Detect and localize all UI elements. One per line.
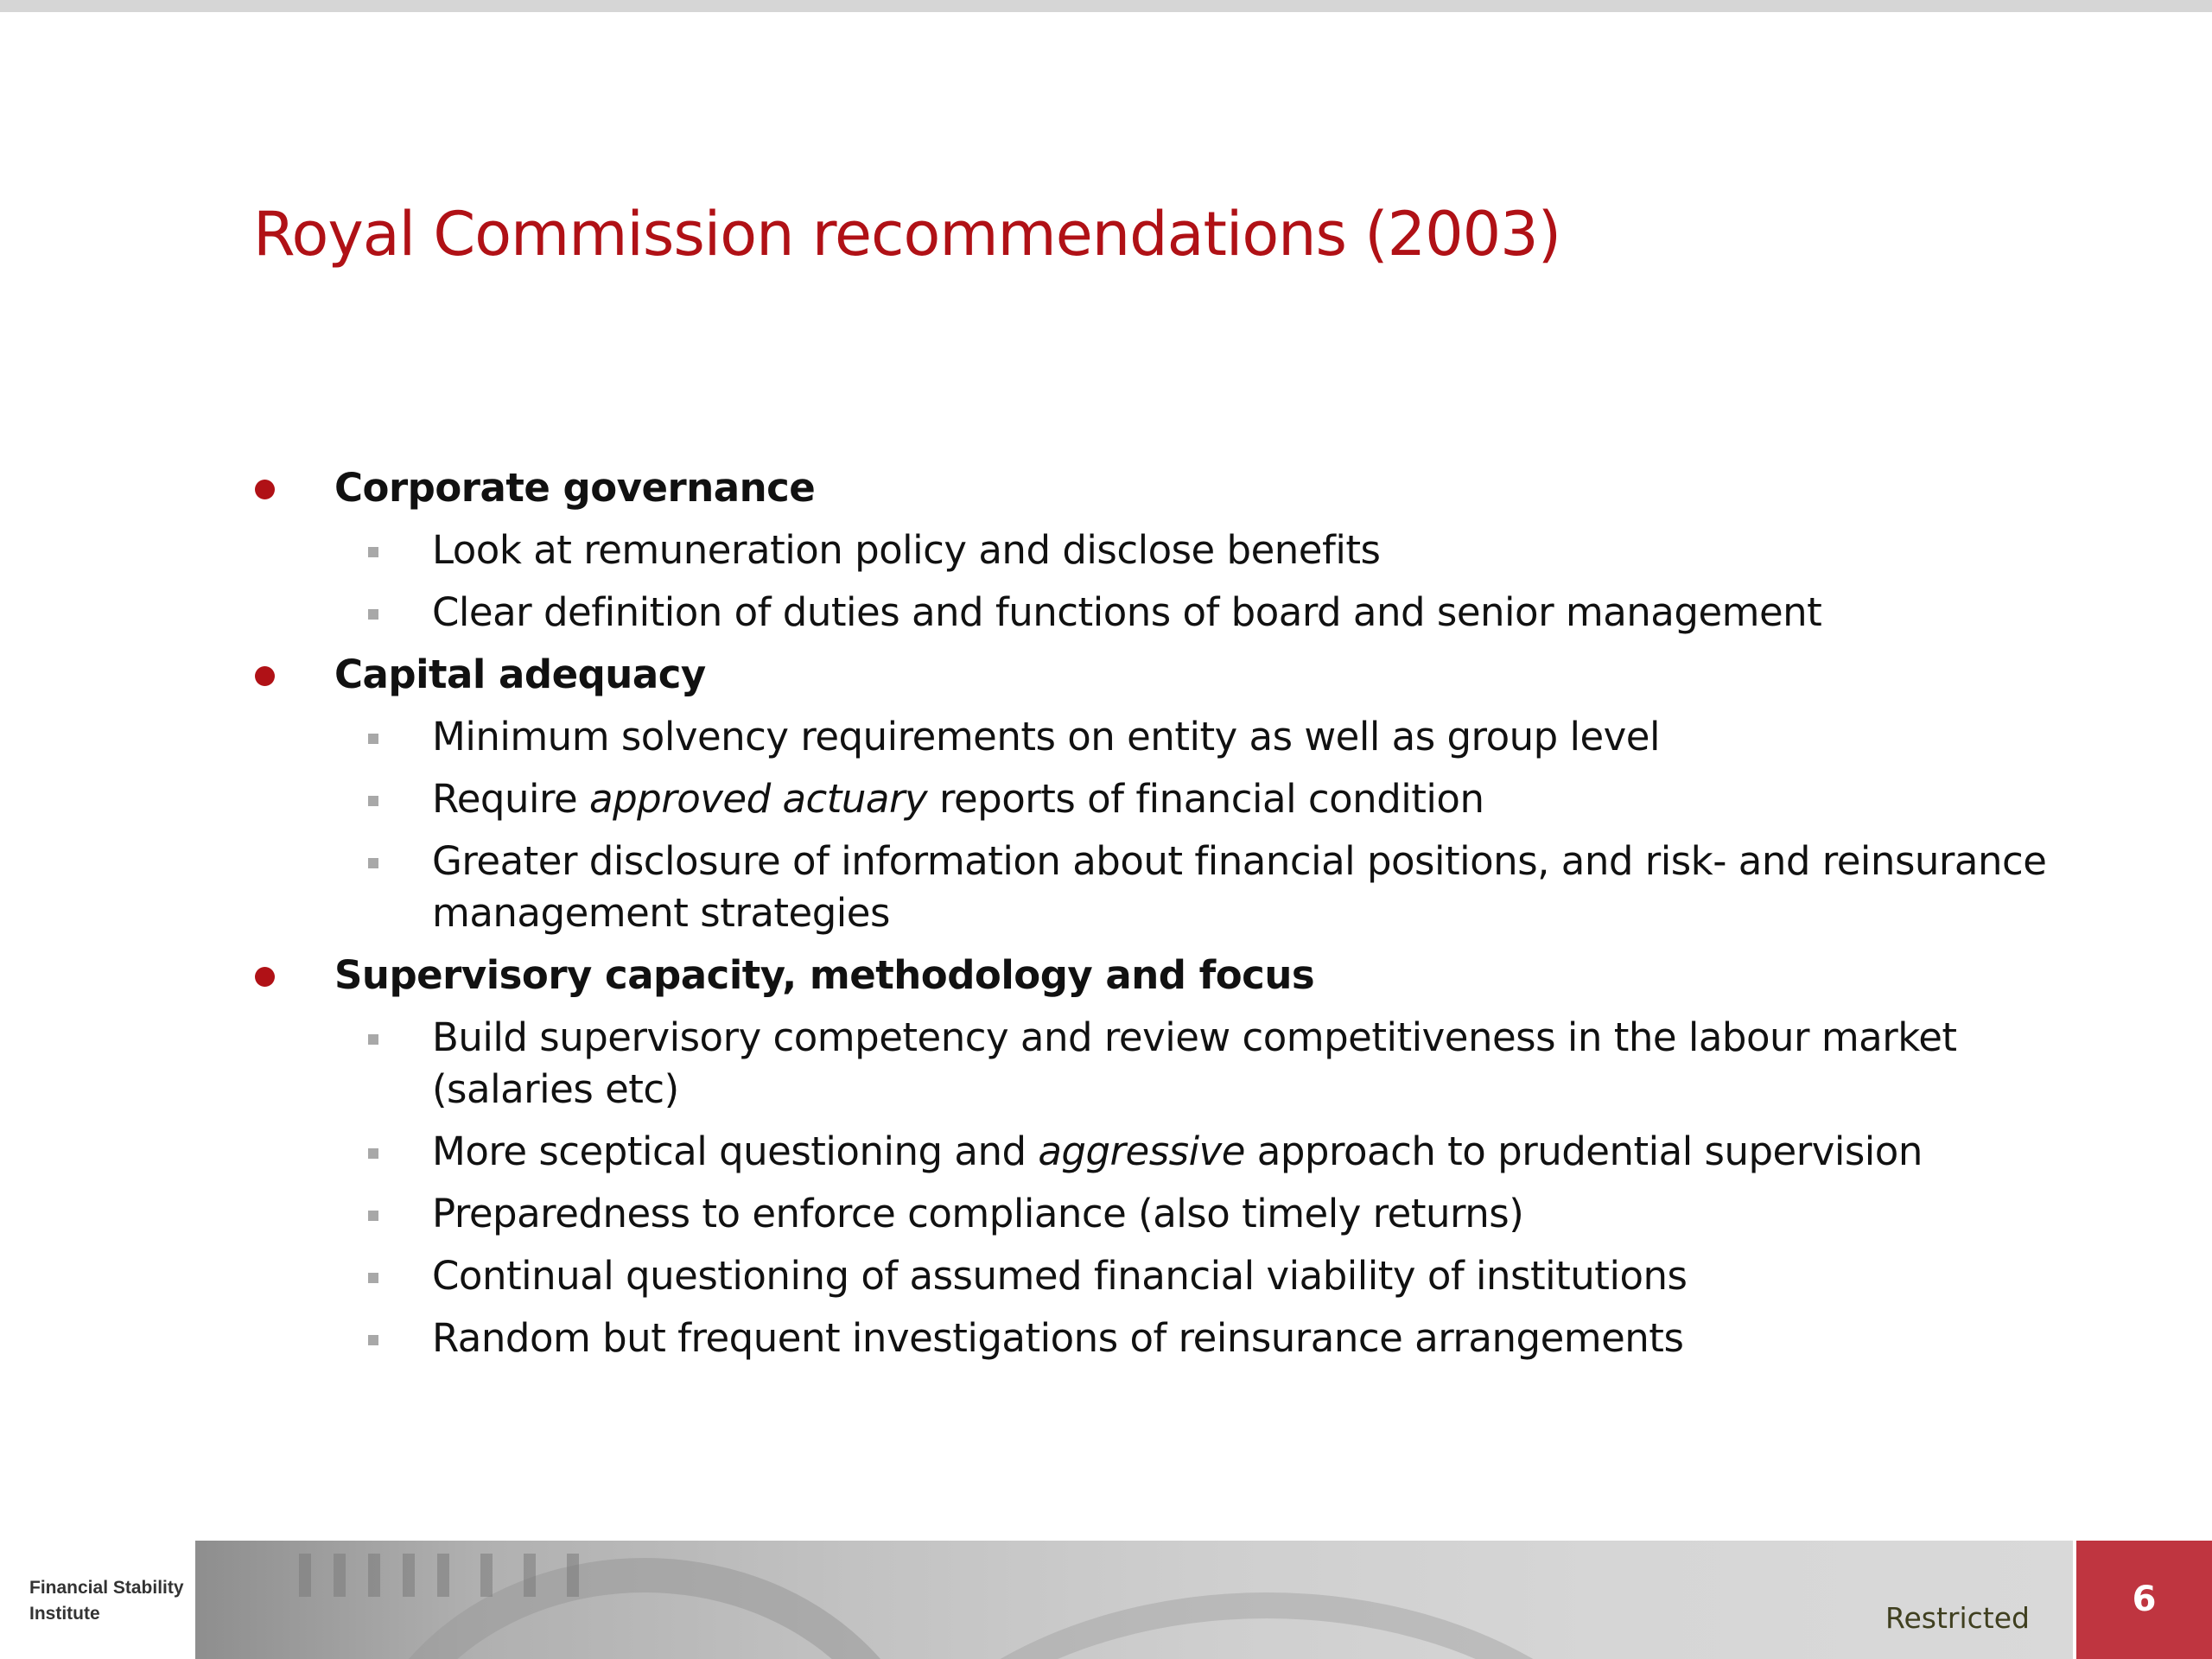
list-item bbox=[253, 587, 2091, 639]
fsi-logo bbox=[29, 1575, 184, 1627]
bullet-list bbox=[253, 462, 2068, 1364]
list-item bbox=[253, 1012, 2091, 1116]
square-bullet-icon bbox=[368, 734, 378, 744]
square-bullet-icon bbox=[368, 609, 378, 620]
list-item bbox=[253, 836, 2091, 939]
slide-footer bbox=[0, 1541, 2212, 1659]
slide-title: Royal Commission recommendations (2003) bbox=[253, 199, 1561, 270]
logo-line-2: Institute bbox=[29, 1604, 100, 1624]
item-text: approach to prudential supervision bbox=[1244, 1128, 1923, 1174]
list-item bbox=[253, 773, 2091, 825]
footer-building-image bbox=[195, 1541, 2073, 1659]
logo-line-1: Financial Stability bbox=[29, 1578, 184, 1598]
square-bullet-icon bbox=[368, 858, 378, 868]
bullet-dot-icon bbox=[255, 967, 275, 987]
section-heading-text: Corporate governance bbox=[334, 465, 816, 511]
square-bullet-icon bbox=[368, 796, 378, 806]
square-bullet-icon bbox=[368, 1211, 378, 1221]
list-item bbox=[253, 1188, 2091, 1240]
item-text: Greater disclosure of information about financial positions, and risk- and reinsurance management strategies bbox=[432, 838, 2047, 936]
square-bullet-icon bbox=[368, 1335, 378, 1345]
item-text: reports of financial condition bbox=[927, 776, 1484, 822]
item-text: Minimum solvency requirements on entity as well as group level bbox=[432, 714, 1660, 760]
list-item bbox=[253, 1250, 2091, 1302]
square-bullet-icon bbox=[368, 1273, 378, 1283]
page-number: 6 bbox=[2132, 1580, 2157, 1619]
section-heading bbox=[253, 462, 2068, 514]
list-item bbox=[253, 711, 2091, 763]
square-bullet-icon bbox=[368, 547, 378, 557]
square-bullet-icon bbox=[368, 1034, 378, 1045]
item-text: Continual questioning of assumed financial viability of institutions bbox=[432, 1253, 1688, 1299]
section-heading-text: Supervisory capacity, methodology and focus bbox=[334, 952, 1315, 998]
item-text: Build supervisory competency and review competitiveness in the labour market (salaries etc) bbox=[432, 1014, 1957, 1112]
item-text: More sceptical questioning and bbox=[432, 1128, 1039, 1174]
bullet-dot-icon bbox=[255, 480, 275, 499]
section-heading bbox=[253, 950, 2068, 1001]
item-text: Preparedness to enforce compliance (also timely returns) bbox=[432, 1191, 1524, 1236]
emphasis-text: approved actuary bbox=[589, 776, 928, 822]
square-bullet-icon bbox=[368, 1148, 378, 1159]
item-text: Random but frequent investigations of reinsurance arrangements bbox=[432, 1315, 1684, 1361]
list-item bbox=[253, 1126, 2091, 1178]
list-item bbox=[253, 524, 2091, 576]
classification-label: Restricted bbox=[1885, 1601, 2030, 1635]
section-heading bbox=[253, 649, 2068, 701]
item-text: Require bbox=[432, 776, 590, 822]
section-heading-text: Capital adequacy bbox=[334, 652, 706, 697]
item-text: Clear definition of duties and functions of board and senior management bbox=[432, 589, 1822, 635]
page-number-box bbox=[2076, 1541, 2212, 1659]
item-text: Look at remuneration policy and disclose benefits bbox=[432, 527, 1381, 573]
list-item bbox=[253, 1313, 2091, 1364]
emphasis-text: aggressive bbox=[1038, 1128, 1245, 1174]
top-border bbox=[0, 0, 2212, 12]
bullet-dot-icon bbox=[255, 666, 275, 686]
